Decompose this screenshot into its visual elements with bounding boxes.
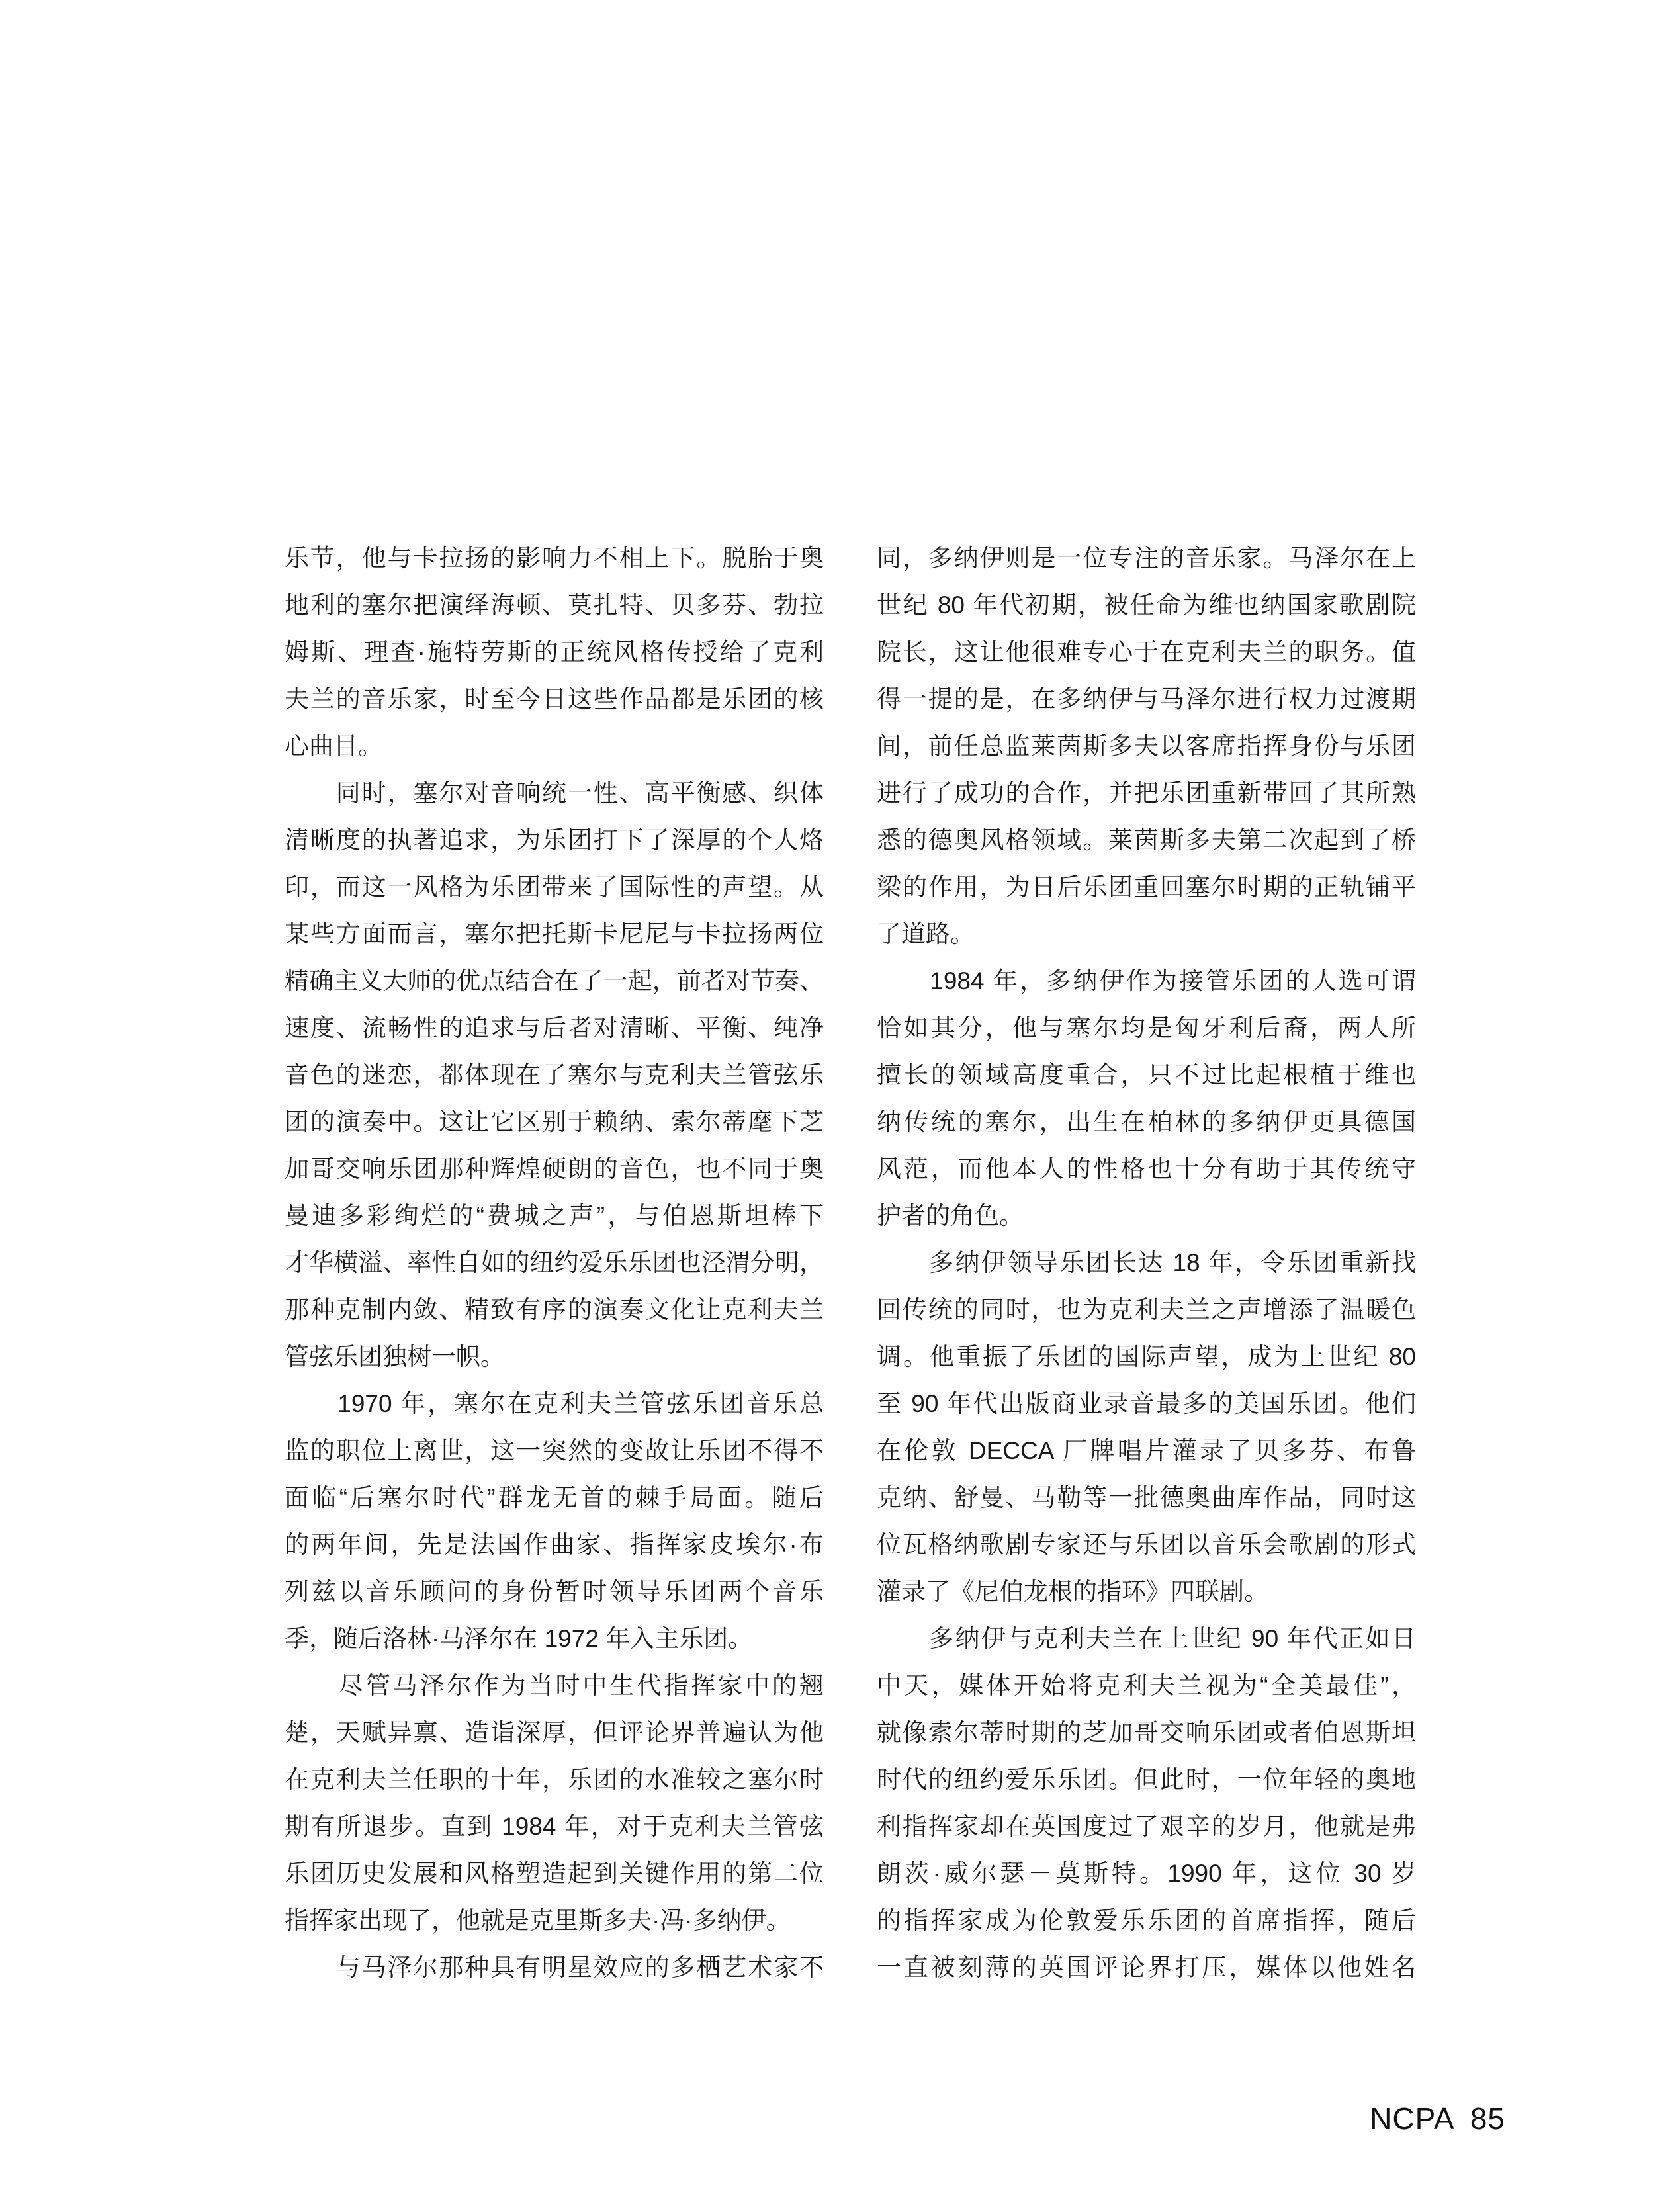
paragraph bbox=[285, 1662, 824, 1944]
text-line: 监的职位上离世，这一突然的变故让乐团不得不 bbox=[285, 1437, 824, 1464]
text-line: 面临“后塞尔时代”群龙无首的棘手局面。随后 bbox=[285, 1484, 824, 1511]
text-line: 与马泽尔那种具有明星效应的多栖艺术家不 bbox=[285, 1954, 824, 1981]
text-line: 恰如其分，他与塞尔均是匈牙利后裔，两人所 bbox=[877, 1014, 1416, 1041]
paragraph bbox=[285, 1380, 824, 1662]
text-line: 尽管马泽尔作为当时中生代指挥家中的翘 bbox=[285, 1672, 824, 1699]
text-line: 列兹以音乐顾问的身份暂时领导乐团两个音乐 bbox=[285, 1578, 824, 1605]
text-line: 利指挥家却在英国度过了艰辛的岁月，他就是弗 bbox=[877, 1813, 1416, 1840]
text-line: 多纳伊领导乐团长达 18 年，令乐团重新找 bbox=[877, 1249, 1416, 1276]
text-line: 加哥交响乐团那种辉煌硬朗的音色，也不同于奥 bbox=[285, 1155, 824, 1182]
text-line: 乐节，他与卡拉扬的影响力不相上下。脱胎于奥 bbox=[285, 545, 824, 572]
text-line: 速度、流畅性的追求与后者对清晰、平衡、纯净 bbox=[285, 1014, 824, 1041]
text-line: 一直被刻薄的英国评论界打压，媒体以他姓名 bbox=[877, 1954, 1416, 1981]
text-line: 梁的作用，为日后乐团重回塞尔时期的正轨铺平 bbox=[877, 873, 1416, 900]
text-line: 那种克制内敛、精致有序的演奏文化让克利夫兰 bbox=[285, 1296, 824, 1323]
text-line: 院长，这让他很难专心于在克利夫兰的职务。值 bbox=[877, 638, 1416, 666]
text-line: 至 90 年代出版商业录音最多的美国乐团。他们 bbox=[877, 1390, 1416, 1417]
text-line: 擅长的领域高度重合，只不过比起根植于维也 bbox=[877, 1061, 1416, 1088]
journal-name: NCPA bbox=[1370, 2101, 1454, 2136]
text-line: 位瓦格纳歌剧专家还与乐团以音乐会歌剧的形式 bbox=[877, 1531, 1416, 1558]
text-line: 在伦敦 DECCA 厂牌唱片灌录了贝多芬、布鲁 bbox=[877, 1437, 1416, 1464]
text-line: 姆斯、理查·施特劳斯的正统风格传授给了克利 bbox=[285, 638, 824, 666]
text-line: 护者的角色。 bbox=[877, 1202, 1024, 1229]
text-line: 同时，塞尔对音响统一性、高平衡感、织体 bbox=[285, 779, 824, 807]
text-line: 灌录了《尼伯龙根的指环》四联剧。 bbox=[877, 1578, 1268, 1605]
paragraph bbox=[285, 1944, 824, 1991]
page-footer bbox=[1302, 2067, 1505, 2170]
text-line: 多纳伊与克利夫兰在上世纪 90 年代正如日 bbox=[877, 1625, 1416, 1652]
text-line: 季，随后洛林·马泽尔在 1972 年入主乐团。 bbox=[285, 1625, 753, 1652]
paragraph bbox=[285, 535, 824, 769]
text-line: 的指挥家成为伦敦爱乐乐团的首席指挥，随后 bbox=[877, 1907, 1416, 1934]
text-line: 在克利夫兰任职的十年，乐团的水准较之塞尔时 bbox=[285, 1766, 824, 1793]
text-line: 风范，而他本人的性格也十分有助于其传统守 bbox=[877, 1155, 1416, 1182]
text-line: 管弦乐团独树一帜。 bbox=[285, 1343, 505, 1370]
text-line: 清晰度的执著追求，为乐团打下了深厚的个人烙 bbox=[285, 826, 824, 853]
text-line: 中天，媒体开始将克利夫兰视为“全美最佳”， bbox=[877, 1672, 1416, 1699]
text-line: 悉的德奥风格领域。莱茵斯多夫第二次起到了桥 bbox=[877, 826, 1416, 853]
text-line: 某些方面而言，塞尔把托斯卡尼尼与卡拉扬两位 bbox=[285, 920, 824, 947]
text-line: 世纪 80 年代初期，被任命为维也纳国家歌剧院 bbox=[877, 591, 1416, 619]
text-line: 精确主义大师的优点结合在了一起，前者对节奏、 bbox=[285, 967, 824, 994]
text-line: 期有所退步。直到 1984 年，对于克利夫兰管弦 bbox=[285, 1813, 824, 1840]
text-line: 的两年间，先是法国作曲家、指挥家皮埃尔·布 bbox=[285, 1531, 824, 1558]
page-number: 85 bbox=[1470, 2101, 1505, 2136]
text-line: 时代的纽约爱乐乐团。但此时，一位年轻的奥地 bbox=[877, 1766, 1416, 1793]
text-line: 音色的迷恋，都体现在了塞尔与克利夫兰管弦乐 bbox=[285, 1061, 824, 1088]
text-line: 回传统的同时，也为克利夫兰之声增添了温暖色 bbox=[877, 1296, 1416, 1323]
paragraph bbox=[285, 769, 824, 1380]
text-line: 调。他重振了乐团的国际声望，成为上世纪 80 bbox=[877, 1343, 1416, 1370]
text-column-left bbox=[285, 535, 824, 1991]
paragraph bbox=[877, 535, 1416, 957]
text-line: 地利的塞尔把演绎海顿、莫扎特、贝多芬、勃拉 bbox=[285, 591, 824, 619]
text-line: 进行了成功的合作，并把乐团重新带回了其所熟 bbox=[877, 779, 1416, 807]
text-line: 同，多纳伊则是一位专注的音乐家。马泽尔在上 bbox=[877, 545, 1416, 572]
article-body bbox=[285, 535, 1416, 1991]
text-line: 了道路。 bbox=[877, 920, 975, 947]
text-line: 就像索尔蒂时期的芝加哥交响乐团或者伯恩斯坦 bbox=[877, 1719, 1416, 1746]
paragraph bbox=[877, 1239, 1416, 1615]
text-line: 团的演奏中。这让它区别于赖纳、索尔蒂麾下芝 bbox=[285, 1108, 824, 1135]
text-line: 克纳、舒曼、马勒等一批德奥曲库作品，同时这 bbox=[877, 1484, 1416, 1511]
text-line: 得一提的是，在多纳伊与马泽尔进行权力过渡期 bbox=[877, 685, 1416, 713]
footer-spacer bbox=[1453, 2101, 1470, 2136]
text-line: 心曲目。 bbox=[285, 732, 382, 760]
text-line: 楚，天赋异禀、造诣深厚，但评论界普遍认为他 bbox=[285, 1719, 824, 1746]
paragraph bbox=[877, 957, 1416, 1239]
text-line: 印，而这一风格为乐团带来了国际性的声望。从 bbox=[285, 873, 824, 900]
text-column-right bbox=[877, 535, 1416, 1991]
text-line: 乐团历史发展和风格塑造起到关键作用的第二位 bbox=[285, 1860, 824, 1887]
paragraph bbox=[877, 1615, 1416, 1991]
text-line: 曼迪多彩绚烂的“费城之声”，与伯恩斯坦棒下 bbox=[285, 1202, 824, 1229]
text-line: 朗茨·威尔瑟－莫斯特。1990 年，这位 30 岁 bbox=[877, 1860, 1416, 1887]
text-line: 1970 年，塞尔在克利夫兰管弦乐团音乐总 bbox=[285, 1390, 824, 1417]
text-line: 夫兰的音乐家，时至今日这些作品都是乐团的核 bbox=[285, 685, 824, 713]
text-line: 纳传统的塞尔，出生在柏林的多纳伊更具德国 bbox=[877, 1108, 1416, 1135]
text-line: 间，前任总监莱茵斯多夫以客席指挥身份与乐团 bbox=[877, 732, 1416, 760]
text-line: 才华横溢、率性自如的纽约爱乐乐团也泾渭分明， bbox=[285, 1249, 824, 1276]
text-line: 指挥家出现了，他就是克里斯多夫·冯·多纳伊。 bbox=[285, 1907, 791, 1934]
text-line: 1984 年，多纳伊作为接管乐团的人选可谓 bbox=[877, 967, 1416, 994]
